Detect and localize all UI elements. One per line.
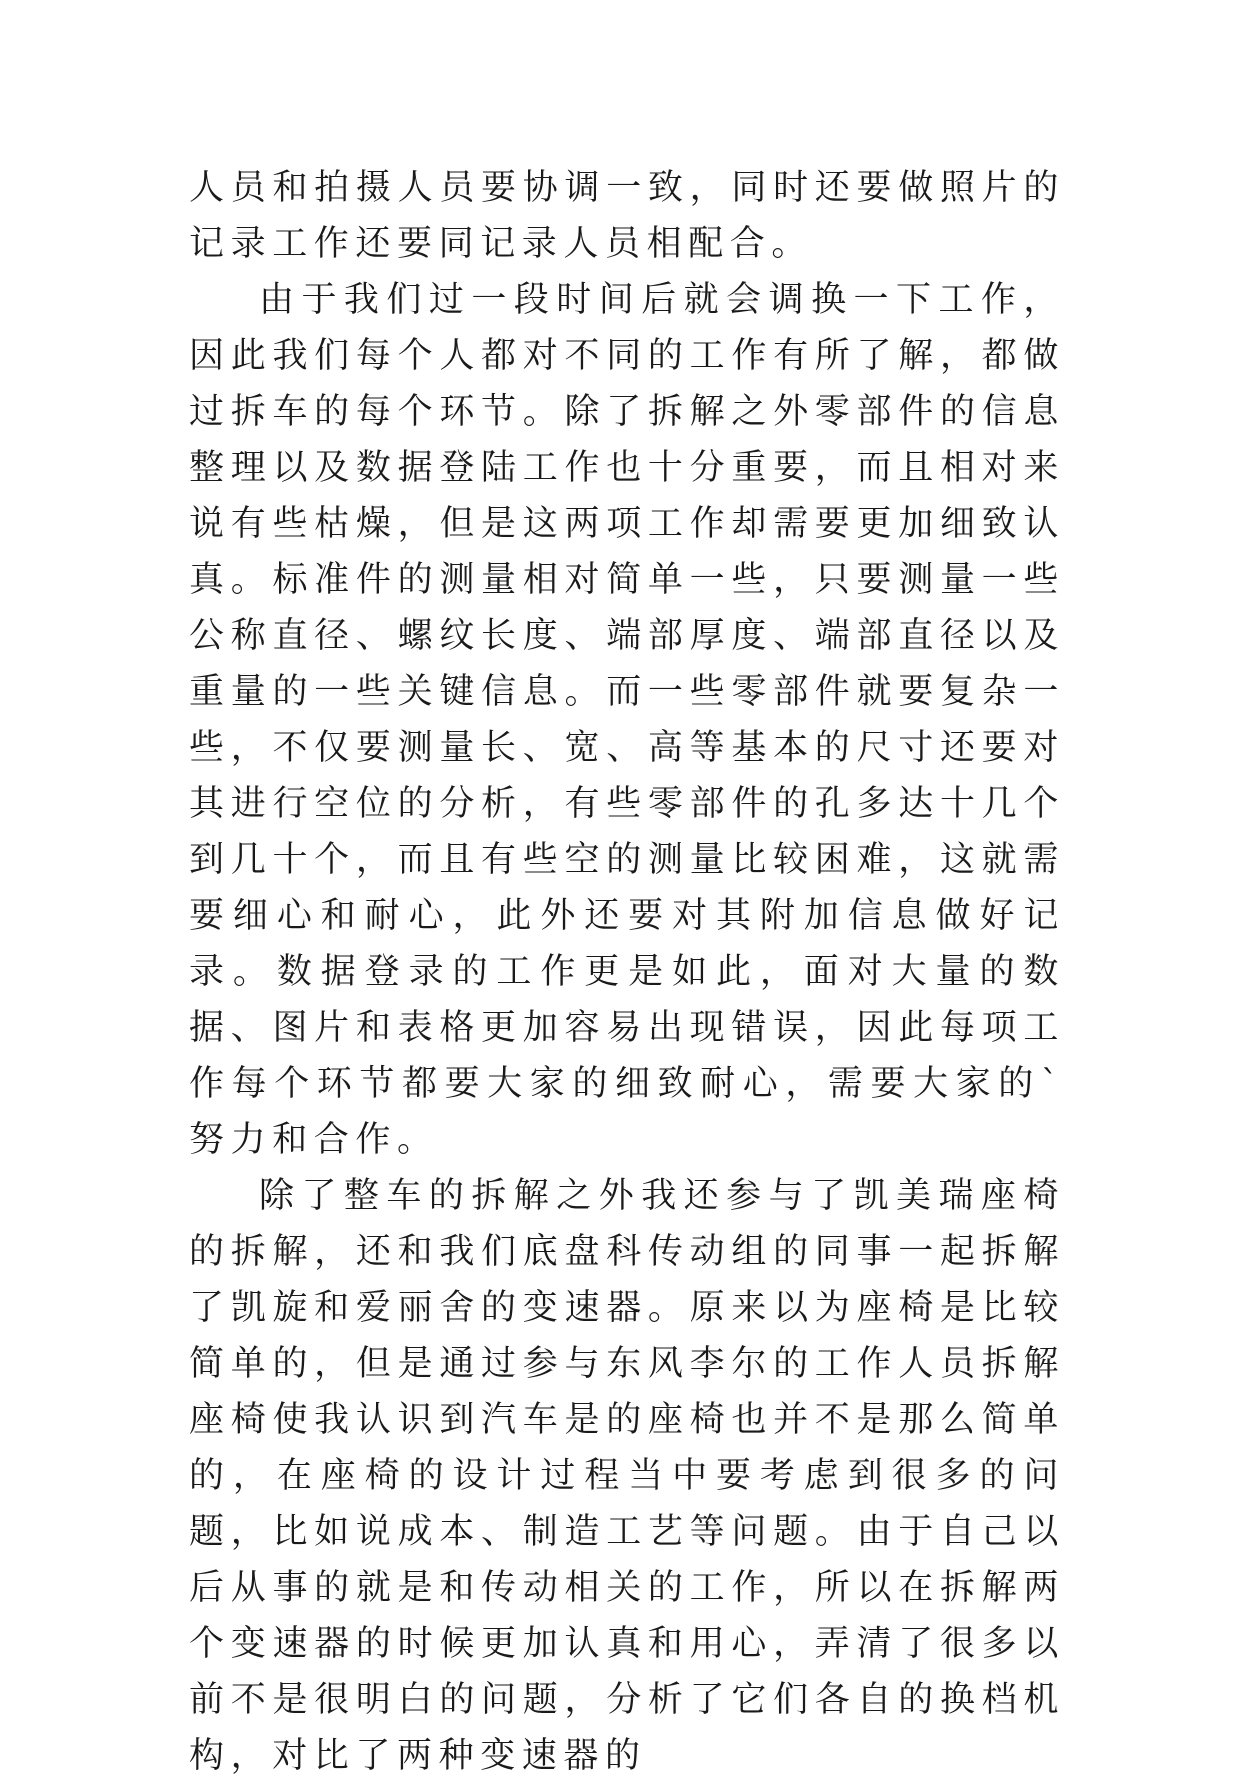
- paragraph-seat-transmission: 除了整车的拆解之外我还参与了凯美瑞座椅的拆解，还和我们底盘科传动组的同事一起拆解了凯旋和爱丽舍的变速器。原来以为座椅是比较简单的，但是通过参与东风李尔的工作人员拆解座椅使我认识到汽车是的座椅也并不是那么简单的，在座椅的设计过程当中要考虑到很多的问题，比如说成本、制造工艺等问题。由于自己以后从事的就是和传动相关的工作，所以在拆解两个变速器的时候更加认真和用心，弄清了很多以前不是很明白的问题，分析了它们各自的换档机构，对比了两种变速器的: [189, 1176, 1065, 1776]
- paragraph-work-rotation: 由于我们过一段时间后就会调换一下工作，因此我们每个人都对不同的工作有所了解，都做过拆车的每个环节。除了拆解之外零部件的信息整理以及数据登陆工作也十分重要，而且相对来说有些枯燥，但是这两项工作却需要更加细致认真。标准件的测量相对简单一些，只要测量一些公称直径、螺纹长度、端部厚度、端部直径以及重量的一些关键信息。而一些零部件就要复杂一些，不仅要测量长、宽、高等基本的尺寸还要对其进行空位的分析，有些零部件的孔多达十几个到几十个，而且有些空的测量比较困难，这就需要细心和耐心，此外还要对其附加信息做好记录。数据登录的工作更是如此，面对大量的数据、图片和表格更加容易出现错误，因此每项工作每个环节都要大家的细致耐心，需要大家的`努力和合作。: [189, 280, 1065, 1160]
- document-body: [189, 160, 1065, 1784]
- paragraph-continuation: 人员和拍摄人员要协调一致，同时还要做照片的记录工作还要同记录人员相配合。: [189, 168, 1065, 264]
